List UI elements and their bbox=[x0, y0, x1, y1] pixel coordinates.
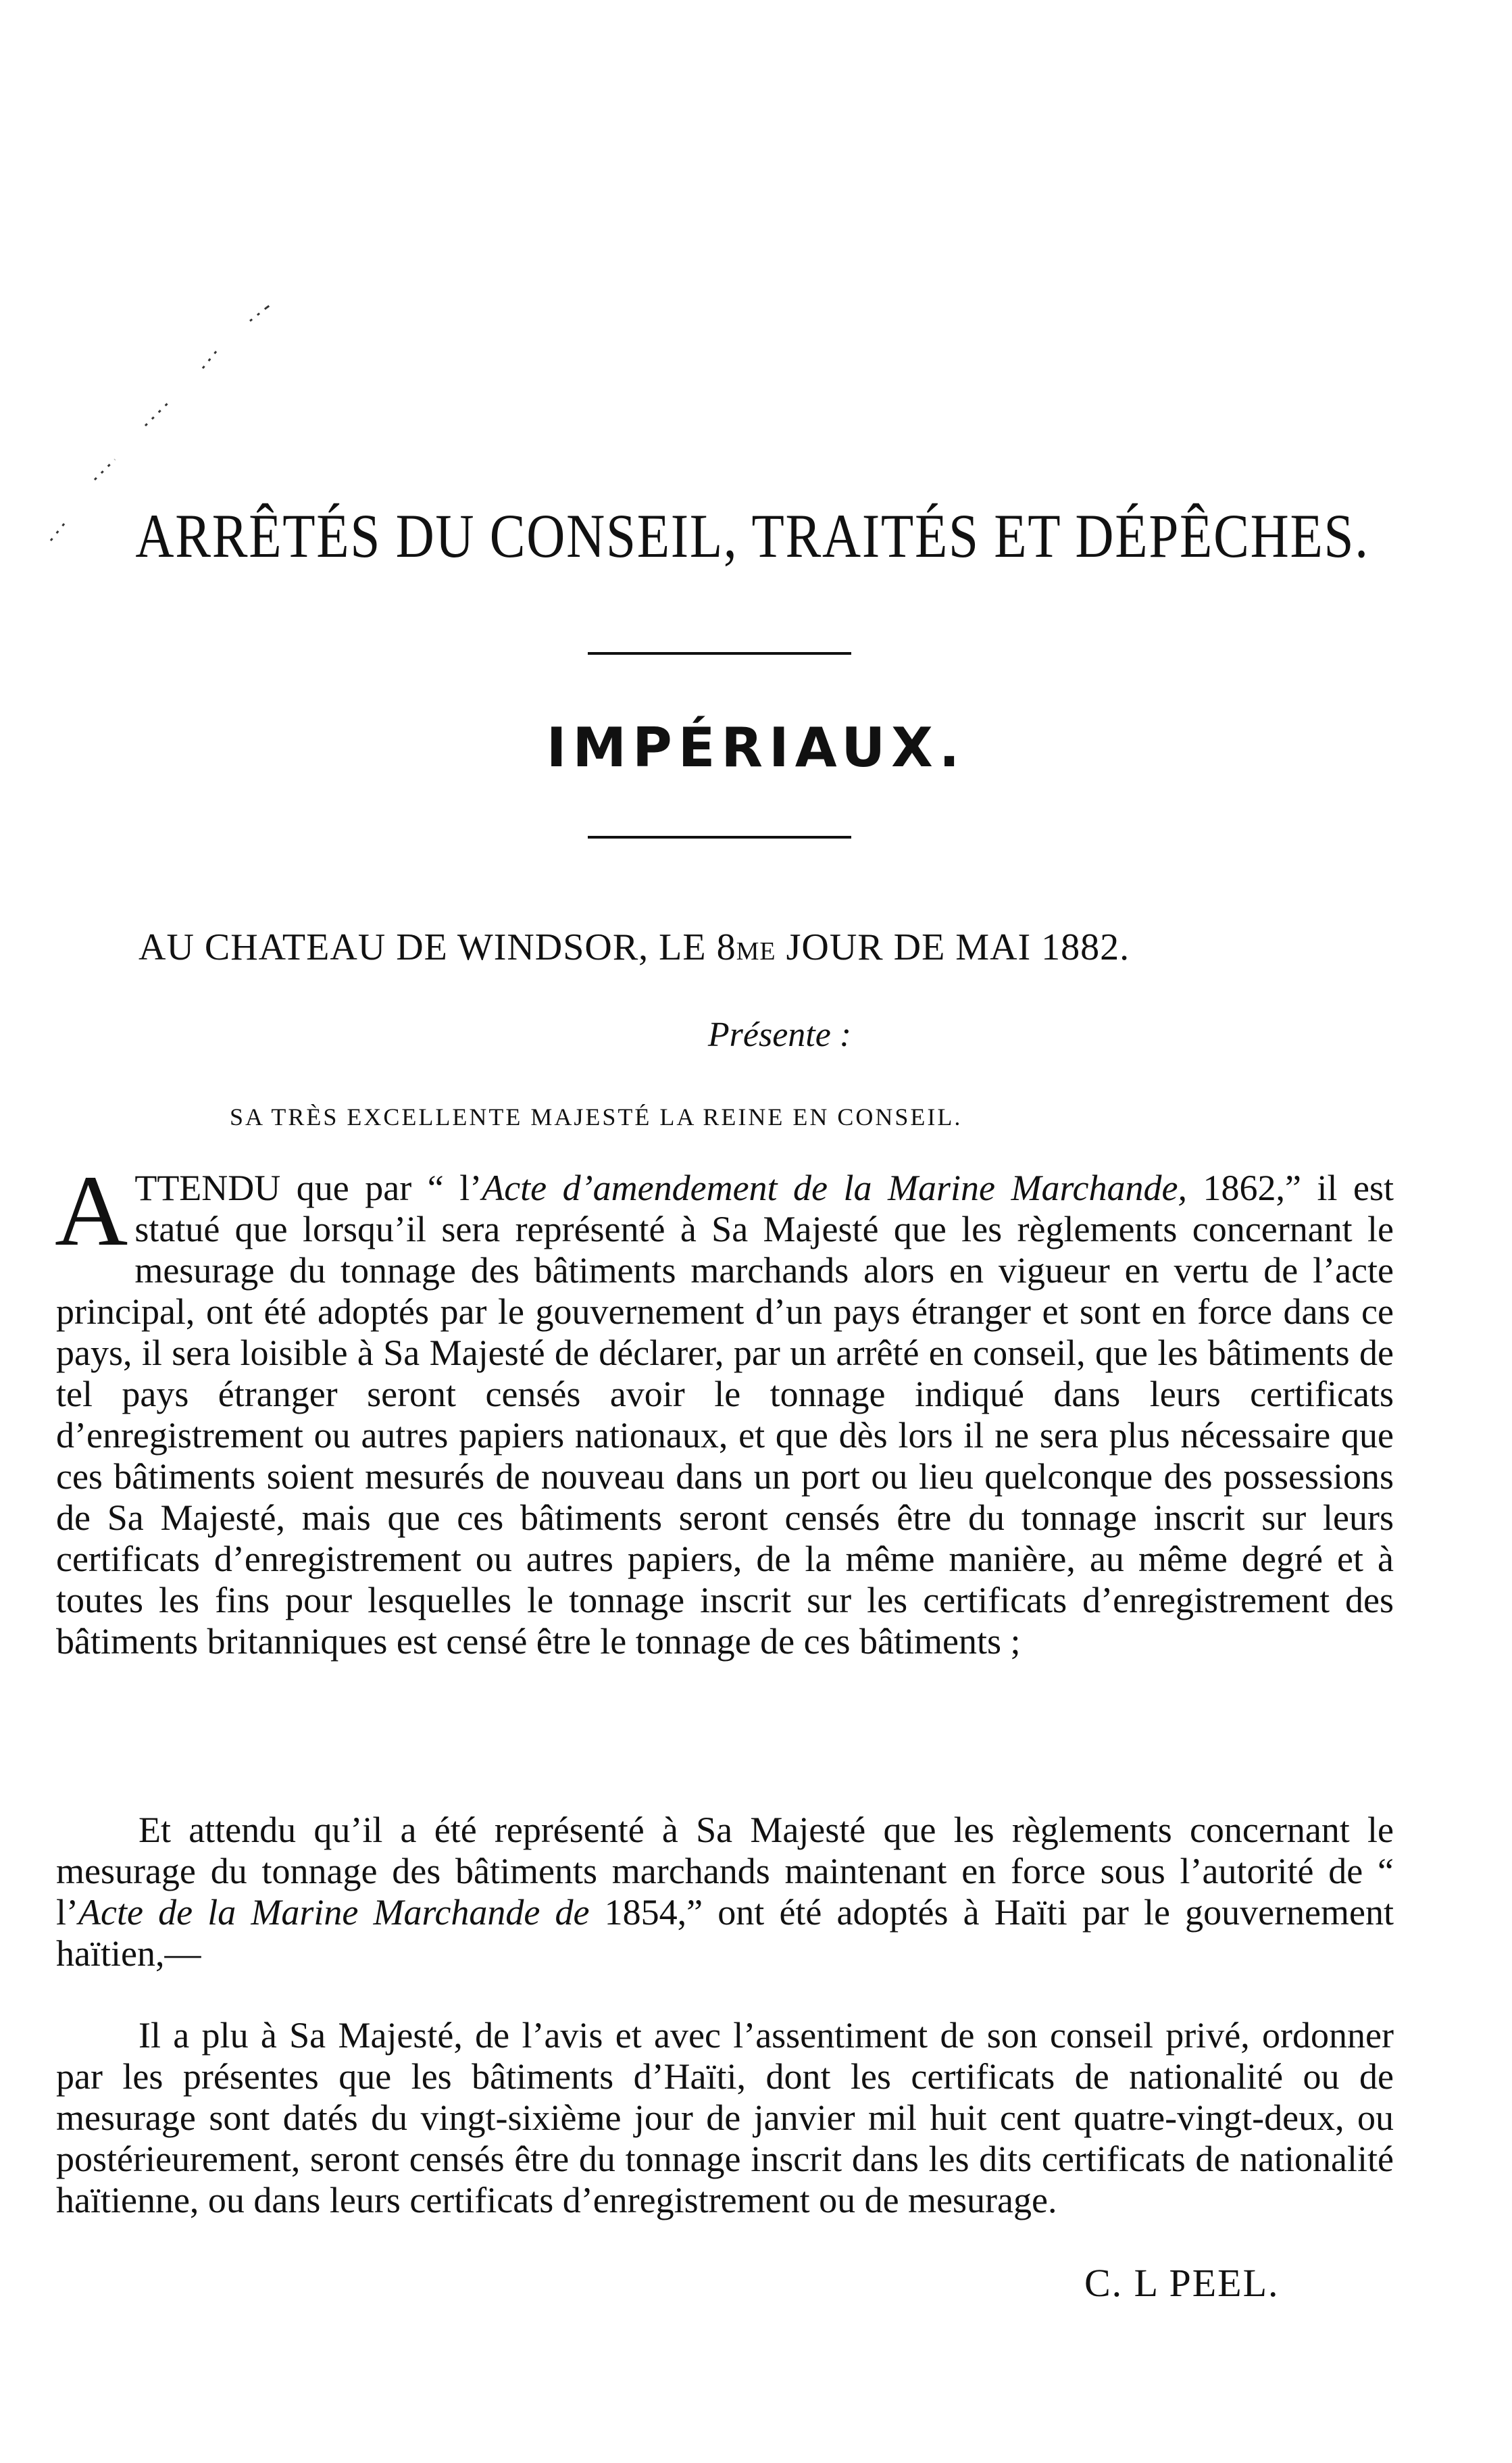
dateline bbox=[138, 926, 1130, 969]
title-rule bbox=[588, 652, 851, 655]
subtitle-rule bbox=[588, 836, 851, 839]
act-title-1854: Acte de la Marine Marchande de bbox=[78, 1892, 590, 1933]
council-line: SA TRÈS EXCELLENTE MAJESTÉ LA REINE EN CONSEIL. bbox=[230, 1103, 963, 1130]
paragraph-2-text-a: Et attendu qu’il a été représenté à Sa Majesté que les règlements concernant le mesurage du tonnage des bâtiments marchands maintenant en force sous l’autorité de “ l’ bbox=[56, 1810, 1394, 1933]
section-subtitle: IMPÉRIAUX. bbox=[546, 716, 966, 779]
paragraph-2-text-b: 1854,” ont été adoptés à Haïti par le gouvernement haïtien,— bbox=[56, 1892, 1394, 1974]
paragraph-1 bbox=[55, 1155, 1394, 1662]
paragraph-2 bbox=[56, 1810, 1394, 1974]
paragraph-1-text-a: TTENDU que par “ l’ bbox=[134, 1168, 482, 1208]
dateline-end: JOUR DE MAI 1882. bbox=[776, 926, 1130, 968]
dateline-start: AU CHATEAU DE WINDSOR, LE 8 bbox=[138, 926, 736, 968]
presente-heading: Présente : bbox=[707, 1016, 852, 1054]
page-title: ARRÊTÉS DU CONSEIL, TRAITÉS ET DÉPÊCHES. bbox=[135, 501, 1369, 570]
drop-cap: A bbox=[55, 1155, 128, 1267]
signature: C. L PEEL. bbox=[1084, 2261, 1280, 2305]
dateline-ordinal: ME bbox=[736, 937, 776, 966]
paragraph-3: Il a plu à Sa Majesté, de l’avis et avec l’assentiment de son conseil privé, ordonner par les présentes que les bâtiments d’Haïti, dont les certificats de nationalité ou de mesurage sont datés du vingt-sixième jour de janvier mil huit cent quatre-vingt-deux, ou postérieurement, seront censés être du tonnage inscrit dans les dits certificats de nationalité haïtienne, ou dans leurs certificats d’enregistrement ou de mesurage. bbox=[56, 2015, 1394, 2220]
paragraph-1-text-b: 1862,” il est statué que lorsqu’il sera représenté à Sa Majesté que les règlements concernant le mesurage du tonnage des bâtiments marchands alors en vigueur en vertu de l’acte principal, ont été adoptés par le gouvernement d’un pays étranger et sont en force dans ce pays, il sera loisible à Sa Majesté de déclarer, par un arrêté en conseil, que les bâtiments de tel pays étranger seront censés avoir le tonnage indiqué dans leurs certificats d’enregistrement ou autres papiers nationaux, et que dès lors il ne sera plus nécessaire que ces bâtiments soient mesurés de nouveau dans un port ou lieu quelconque des possessions de Sa Majesté, mais que ces bâtiments seront censés être du tonnage inscrit sur leurs certificats d’enregistrement ou autres papiers, de la même manière, au même degré et à toutes les fins pour lesquelles le tonnage inscrit sur les certificats d’enregistrement des bâtiments britanniques est censé être le tonnage de ces bâtiments ; bbox=[56, 1168, 1394, 1662]
act-title-1862: Acte d’amendement de la Marine Marchande, bbox=[482, 1168, 1187, 1208]
